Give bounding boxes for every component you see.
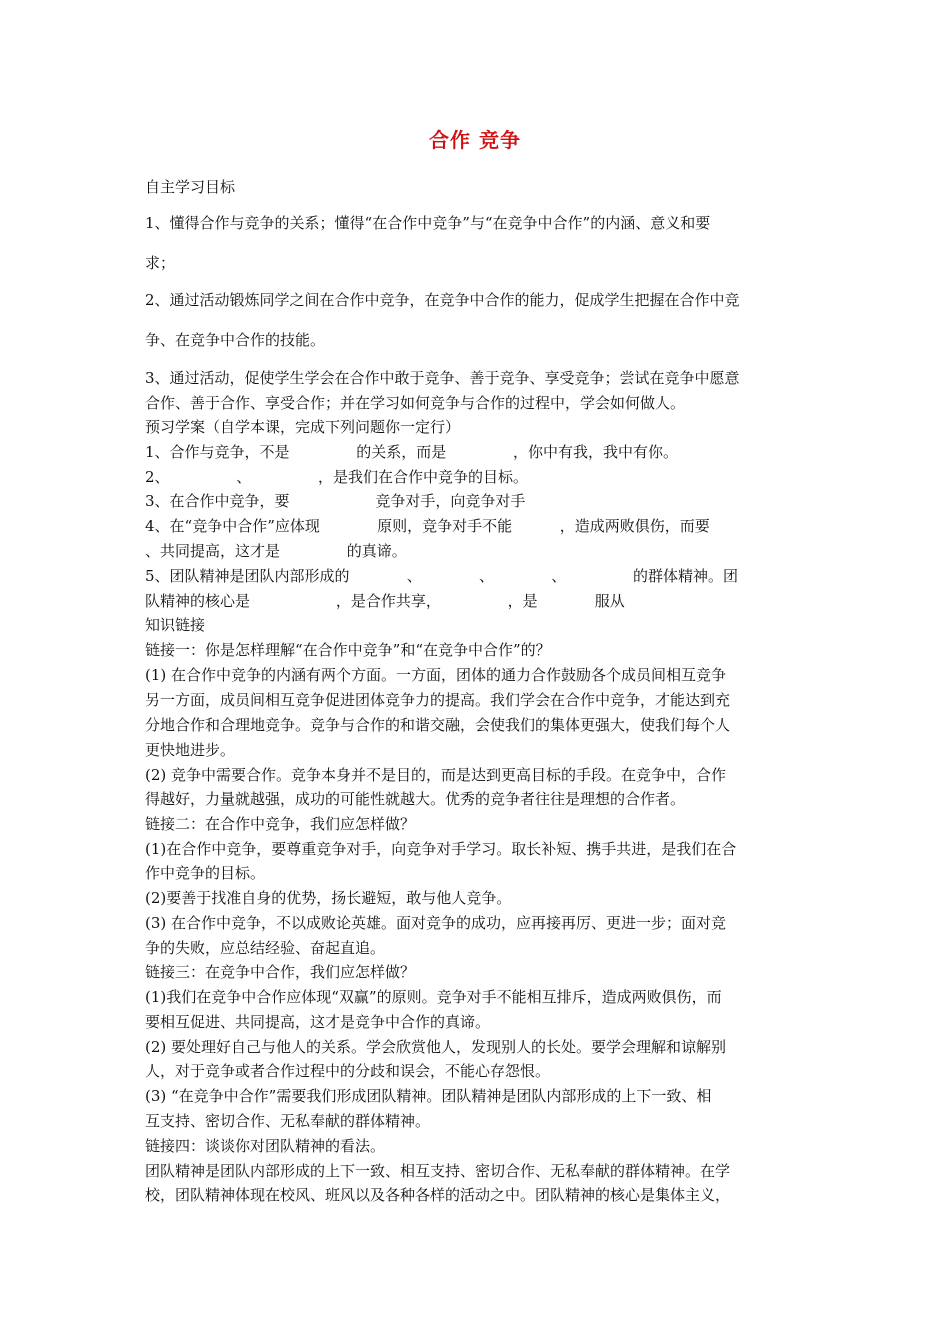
section-heading-knowledge-links: 知识链接	[145, 616, 206, 634]
text-line: (2)要善于找准自身的优势，扬长避短，敢与他人竞争。	[145, 889, 512, 907]
link-heading: 链接二：在合作中竞争，我们应怎样做？	[145, 815, 416, 833]
text-line: 求；	[145, 254, 176, 272]
text-line: 3、通过活动，促使学生学会在合作中敢于竞争、善于竞争、享受竞争；尝试在竞争中愿意	[145, 369, 740, 387]
text-line: 人，对于竞争或者合作过程中的分歧和误会，不能心存怨恨。	[145, 1062, 551, 1080]
text-line: (3) “在竞争中合作”需要我们形成团队精神。团队精神是团队内部形成的上下一致、相	[145, 1087, 712, 1105]
text-line: 分地合作和合理地竞争。竞争与合作的和谐交融，会使我们的集体更强大，使我们每个人	[145, 716, 731, 734]
fill-blank-line: 3、在合作中竞争，要 竞争对手，向竞争对手	[145, 492, 526, 510]
text-line: 更快地进步。	[145, 741, 236, 759]
fill-blank-line: 5、团队精神是团队内部形成的 、 、 、 的群体精神。团	[145, 567, 738, 585]
text-line: (1)在合作中竞争，要尊重竞争对手，向竞争对手学习。取长补短、携手共进，是我们在合	[145, 840, 737, 858]
text-line: 要相互促进、共同提高，这才是竞争中合作的真谛。	[145, 1013, 491, 1031]
text-line: 1、懂得合作与竞争的关系；懂得“在合作中竞争”与“在竞争中合作”的内涵、意义和要	[145, 214, 711, 232]
text-line: (2) 要处理好自己与他人的关系。学会欣赏他人，发现别人的长处。要学会理解和谅解别	[145, 1038, 727, 1056]
page-title: 合作 竞争	[429, 128, 521, 152]
link-heading: 链接四：谈谈你对团队精神的看法。	[145, 1137, 386, 1155]
text-line: (3) 在合作中竞争，不以成败论英雄。面对竞争的成功，应再接再厉、更进一步；面对竞	[145, 914, 727, 932]
text-line: 校，团队精神体现在校风、班风以及各种各样的活动之中。团队精神的核心是集体主义，	[145, 1186, 731, 1204]
text-line: (2) 竞争中需要合作。竞争本身并不是目的，而是达到更高目标的手段。在竞争中，合作	[145, 766, 727, 784]
text-line: 争、在竞争中合作的技能。	[145, 331, 326, 349]
text-line: 作中竞争的目标。	[145, 864, 266, 882]
text-line: 互支持、密切合作、无私奉献的群体精神。	[145, 1112, 431, 1130]
fill-blank-line: 2、 、 ，是我们在合作中竞争的目标。	[145, 468, 529, 486]
fill-blank-line: 4、在“竞争中合作”应体现 原则，竞争对手不能 ，造成两败俱伤，而要	[145, 517, 710, 535]
text-line: (1) 在合作中竞争的内涵有两个方面。一方面，团体的通力合作鼓励各个成员间相互竞争	[145, 666, 727, 684]
text-line: 得越好，力量就越强，成功的可能性就越大。优秀的竞争者往往是理想的合作者。	[145, 790, 686, 808]
text-line: 另一方面，成员间相互竞争促进团体竞争力的提高。我们学会在合作中竞争，才能达到充	[145, 691, 731, 709]
text-line: 合作、善于合作、享受合作；并在学习如何竞争与合作的过程中，学会如何做人。	[145, 394, 686, 412]
text-line: 团队精神是团队内部形成的上下一致、相互支持、密切合作、无私奉献的群体精神。在学	[145, 1162, 731, 1180]
section-heading-preview: 预习学案（自学本课，完成下列问题你一定行）	[145, 418, 461, 436]
fill-blank-line: 队精神的核心是 ，是合作共享， ，是 服从	[145, 592, 625, 610]
text-line: (1)我们在竞争中合作应体现“双赢”的原则。竞争对手不能相互排斥，造成两败俱伤，而	[145, 988, 722, 1006]
section-heading-learning-goals: 自主学习目标	[145, 178, 236, 196]
link-heading: 链接三：在竞争中合作，我们应怎样做？	[145, 963, 416, 981]
link-heading: 链接一：你是怎样理解“在合作中竞争”和“在竞争中合作”的？	[145, 641, 551, 659]
text-line: 2、通过活动锻炼同学之间在合作中竞争，在竞争中合作的能力，促成学生把握在合作中竞	[145, 291, 740, 309]
fill-blank-line: 1、合作与竞争，不是 的关系，而是 ，你中有我，我中有你。	[145, 443, 679, 461]
text-line: 争的失败，应总结经验、奋起直追。	[145, 939, 386, 957]
fill-blank-line: 、共同提高，这才是 的真谛。	[145, 542, 407, 560]
